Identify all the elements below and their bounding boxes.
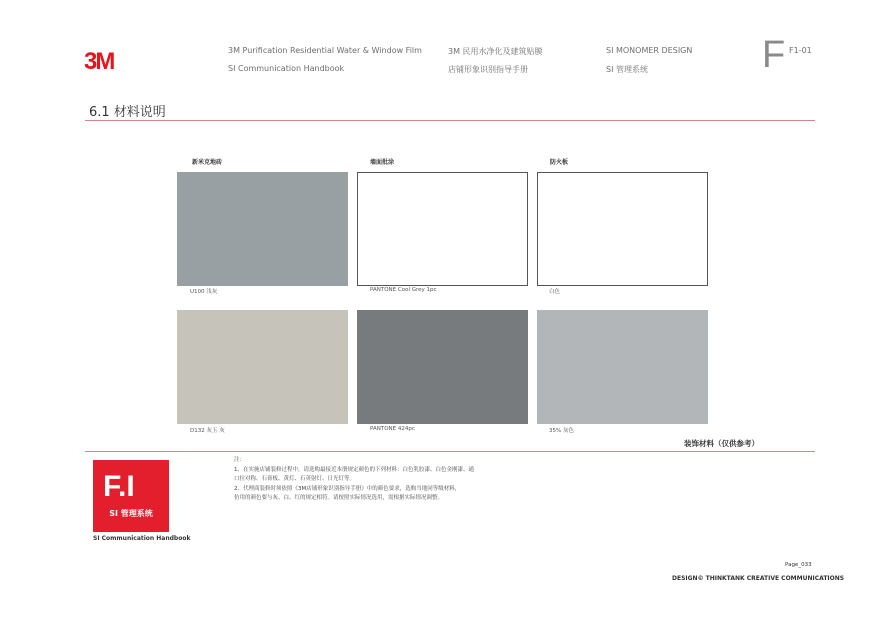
swatch-caption: 白色 [549, 289, 561, 295]
swatch-caption: PANTONE 424pc [370, 426, 415, 432]
header-chinese-title: 3M 民用水净化及建筑贴膜 [448, 47, 543, 56]
fi-badge [93, 460, 169, 532]
fi-badge-main: F.I [103, 470, 135, 503]
note-line: 注： [234, 457, 246, 463]
header-english-title: 3M Purification Residential Water & Window Film [228, 46, 422, 55]
material-swatch [357, 172, 528, 286]
material-swatch [537, 310, 708, 424]
header-english-subtitle: SI Communication Handbook [228, 64, 345, 73]
note-line: 仿用的颜色要与灰、白、红的规定相符。请按照实际情况选用，需根据实际情况调整。 [234, 495, 444, 501]
page-code: F1-01 [789, 46, 812, 55]
fi-badge-caption: SI Communication Handbook [93, 535, 191, 542]
fi-badge-sub: SI 管理系统 [109, 509, 153, 518]
material-swatch [357, 310, 528, 424]
header-design-subtitle: SI 管理系统 [606, 65, 648, 74]
section-title: 6.1 材料说明 [89, 105, 166, 120]
page-number: Page_033 [785, 562, 812, 568]
bottom-divider [85, 451, 815, 452]
note-line: 1、在实施店铺装修过程中，请选购最接近本册规定颜色的下列材料：白色乳胶漆、白色金刚漆、通 [234, 466, 475, 473]
swatch-caption: 35% 灰色 [549, 428, 574, 434]
swatch-caption: PANTONE Cool Grey 1pc [370, 287, 437, 293]
section-letter: F [762, 34, 786, 76]
material-swatch [177, 172, 348, 286]
3m-logo: 3M [84, 48, 114, 75]
column-label-floor: 新米克地砖 [192, 159, 223, 166]
design-credit: DESIGN© THINKTANK CREATIVE COMMUNICATIONS [672, 575, 845, 582]
material-swatch [537, 172, 708, 286]
top-divider [85, 120, 815, 121]
decoration-note: 装饰材料（仅供参考） [684, 439, 759, 448]
column-label-wall: 墙面批涂 [370, 159, 395, 166]
notes-block [234, 456, 534, 504]
column-label-fireboard: 防火板 [550, 159, 569, 166]
header-design-title: SI MONOMER DESIGN [606, 46, 693, 55]
note-line: 口拉对称、石膏板、黄灯、石英射灯、日光灯等。 [234, 476, 356, 482]
header-chinese-subtitle: 店铺形象识别指导手册 [448, 65, 528, 74]
note-line: 2、代理商装修时须依照《3M店铺形象识别指导手册》中的颜色要求，选购当地同等级材料， [234, 485, 461, 492]
material-swatch [177, 310, 348, 424]
swatch-caption: U100 浅灰 [190, 289, 218, 295]
swatch-caption: D132 灰玉 灰 [190, 428, 225, 434]
